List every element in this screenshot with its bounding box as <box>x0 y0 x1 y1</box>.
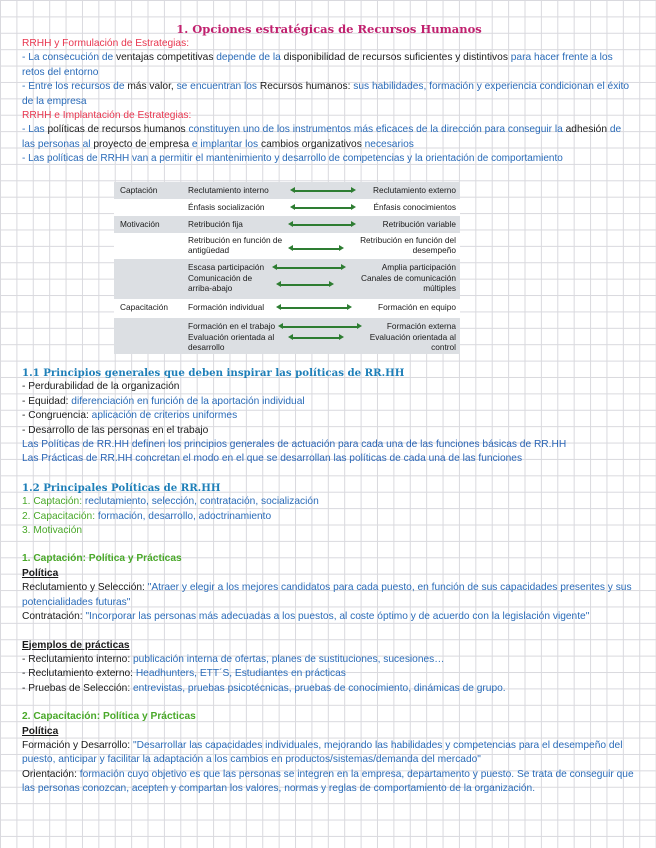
principales-item: 3. Motivación <box>22 525 83 537</box>
formulacion-paragraph-1: - La consecución de ventajas competitivas depende de la disponibilidad de recursos suficientes y distintivos para hacer frente a los retos del entorno <box>22 52 613 78</box>
figure-category: Capacitación <box>120 302 168 312</box>
captacion-item: - Pruebas de Selección: entrevistas, pruebas psicotécnicas, pruebas de conocimiento, dinámicas de grupo. <box>22 682 506 694</box>
double-arrow-icon <box>282 326 358 328</box>
figure-right-option: Canales de comunicación múltiples <box>360 273 456 293</box>
captacion-ejemplos-label: Ejemplos de prácticas <box>22 639 130 651</box>
double-arrow-icon <box>276 267 342 269</box>
double-arrow-icon <box>294 207 352 209</box>
captacion-heading: 1. Captación: Política y Prácticas <box>22 553 182 565</box>
formulacion-paragraph-2: - Entre los recursos de más valor, se encuentran los Recursos humanos: sus habilidades, formación y experiencia condicionan el éxito de la empresa <box>22 81 630 107</box>
figure-left-option: Evaluación orientada al desarrollo <box>188 332 275 352</box>
figure-right-option: Amplia participación <box>381 262 456 272</box>
implantacion-heading: RRHH e Implantación de Estrategias: <box>22 110 192 122</box>
double-arrow-icon <box>280 307 348 309</box>
figure-right-option: Formación externa <box>386 321 456 331</box>
formulacion-heading: RRHH y Formulación de Estrategias: <box>22 38 190 49</box>
document-lower <box>22 366 636 797</box>
principios-item: - Congruencia: aplicación de criterios uniformes <box>22 410 238 422</box>
principios-item: - Equidad: diferenciación en función de la aportación individual <box>22 395 305 407</box>
figure-right-option: Retribución variable <box>382 219 456 229</box>
double-arrow-icon <box>292 337 340 339</box>
principales-item: 1. Captación: reclutamiento, selección, contratación, socialización <box>22 496 319 508</box>
figure-left-option: Formación en el trabajo <box>188 321 276 331</box>
double-arrow-icon <box>292 224 352 226</box>
page-title: 1. Opciones estratégicas de Recursos Humanos <box>176 22 482 36</box>
principios-paragraph-2: Las Prácticas de RR.HH concretan el modo en el que se desarrollan las políticas de cada una de las funciones <box>22 453 523 465</box>
captacion-politica-label: Política <box>22 567 59 579</box>
figure-right-option: Formación en equipo <box>378 302 456 312</box>
figure-right-option: Retribución en función del desempeño <box>360 235 456 255</box>
figure-right-option: Reclutamiento externo <box>372 185 456 195</box>
double-arrow-icon <box>280 284 330 286</box>
implantacion-paragraph-1: - Las políticas de recursos humanos constituyen uno de los instrumentos más eficaces de la dirección para conseguir la adhesión de las personas al proyecto de empresa e implantar los cambios organizativos necesarios <box>22 124 622 150</box>
figure-left-option: Retribución en función de antigüedad <box>188 235 283 255</box>
principales-item: 2. Capacitación: formación, desarrollo, adoctrinamiento <box>22 510 272 522</box>
figure-category: Motivación <box>120 219 160 229</box>
capacitacion-paragraph-2: Orientación: formación cuyo objetivo es que las personas se integren en la empresa, departamento y puesto. Se trata de conseguir que las personas conozcan, acepten y compartan los valores, normas y reglas de comportamiento de la organización. <box>22 768 634 795</box>
document-page <box>22 22 636 167</box>
implantacion-paragraph-2: - Las políticas de RRHH van a permitir el mantenimiento y desarrollo de competencias y la orientación de comportamiento <box>22 153 563 165</box>
capacitacion-politica-label: Política <box>22 725 59 737</box>
captacion-paragraph-2: Contratación: "Incorporar las personas más adecuadas a los puestos, al coste óptimo y de acuerdo con la legislación vigente" <box>22 611 590 623</box>
double-arrow-icon <box>292 248 340 250</box>
figure-left-option: Retribución fija <box>188 219 243 229</box>
figure-left-option: Formación individual <box>188 302 265 312</box>
double-arrow-icon <box>294 190 352 192</box>
figure-left-option: Reclutamiento interno <box>188 185 269 195</box>
principios-paragraph-1: Las Políticas de RR.HH definen los principios generales de actuación para cada una de las funciones básicas de RR.HH <box>22 439 567 451</box>
figure-right-option: Evaluación orientada al control <box>369 332 456 352</box>
figure-category: Captación <box>120 185 158 195</box>
capacitacion-heading: 2. Capacitación: Política y Prácticas <box>22 711 196 723</box>
figure-left-option: Comunicación de arriba-abajo <box>188 273 253 293</box>
figure-left-option: Énfasis socialización <box>188 202 265 212</box>
principios-heading: 1.1 Principios generales que deben inspirar las políticas de RR.HH <box>22 367 405 379</box>
capacitacion-paragraph-1: Formación y Desarrollo: "Desarrollar las capacidades individuales, mejorando las habilidades y competencias para el desempeño del puesto, anticipar y facilitar la adaptación a los cambios en productos/sistemas/demanda del mercado" <box>22 739 623 766</box>
captacion-paragraph-1: Reclutamiento y Selección: "Atraer y elegir a los mejores candidatos para cada puesto, en función de sus capacidades presentes y sus potencialidades futuras" <box>22 582 632 608</box>
hr-options-figure <box>114 182 460 354</box>
principios-item: - Perdurabilidad de la organización <box>22 381 180 393</box>
captacion-item: - Reclutamiento externo: Headhunters, ETT´S, Estudiantes en prácticas <box>22 668 346 680</box>
figure-right-option: Énfasis conocimientos <box>373 202 456 212</box>
principios-item: - Desarrollo de las personas en el trabajo <box>22 424 209 436</box>
figure-left-option: Escasa participación <box>188 262 265 272</box>
captacion-item: - Reclutamiento interno: publicación interna de ofertas, planes de sustituciones, sucesiones… <box>22 653 445 665</box>
principales-heading: 1.2 Principales Políticas de RR.HH <box>22 481 221 494</box>
